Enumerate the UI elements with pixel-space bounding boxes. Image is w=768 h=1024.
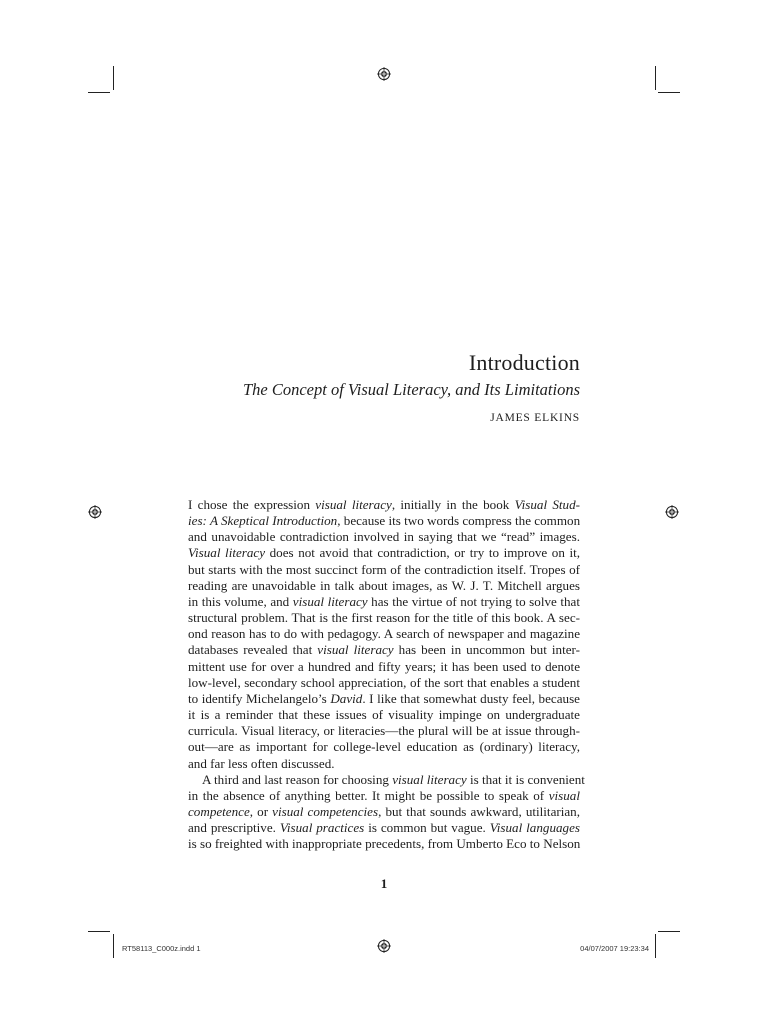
italic-term: Visual literacy [188,545,266,561]
paragraph [188,497,580,772]
chapter-subtitle: The Concept of Visual Literacy, and Its Limitations [242,380,580,399]
text-run: . I like that somewhat dusty feel, because [362,690,580,706]
text-line [188,820,580,836]
text-line [188,513,580,529]
crop-mark [88,92,110,93]
text-line [188,804,580,820]
text-run: I chose the expression [188,497,316,512]
registration-mark-icon [377,67,391,81]
italic-term: Visual languages [489,820,580,836]
text-line [188,675,580,691]
text-line [188,642,580,658]
text-line [188,594,580,610]
crop-mark [655,66,656,90]
body-text [188,497,585,852]
text-line [188,756,580,772]
text-line [188,788,580,804]
text-run: ond reason has to do with pedagogy. A search of newspaper and magazine [188,626,580,642]
text-run: A third and last reason for choosing [202,771,393,787]
text-run: , because its two words compress the common [337,513,581,529]
text-run: out—are as important for college-level education as (ordinary) literacy, [188,739,580,755]
text-line [188,659,580,675]
text-line [188,626,580,642]
text-run: has been in uncommon but inter- [393,642,581,658]
crop-mark [658,931,680,932]
crop-mark [113,934,114,958]
page-number: 1 [380,876,388,891]
text-run: it is a reminder that these issues of visuality impinge on undergraduate [188,707,580,723]
italic-term: ies: A Skeptical Introduction [188,513,338,529]
italic-term: visual literacy [392,771,467,787]
text-run: and prescriptive. [188,820,280,836]
registration-mark-icon [377,939,391,953]
registration-mark-icon [665,505,679,519]
text-line [188,610,580,626]
crop-mark [658,92,680,93]
text-run: and unavoidable contradiction involved in saying that we “read” images. [188,529,580,545]
italic-term: visual literacy [315,497,392,512]
text-run: , initially in the book [391,497,515,512]
text-run: , but that sounds awkward, utilitarian, [378,803,581,819]
text-line [188,529,580,545]
italic-term: David [330,690,363,706]
italic-term: Visual practices [279,820,365,836]
italic-term: Visual Stud- [514,497,580,512]
italic-term: visual literacy [292,593,368,609]
text-line [188,578,580,594]
text-run: curricula. Visual literacy, or literacies—the plural will be at issue through- [188,723,580,739]
text-run: is that it is convenient [466,771,585,787]
text-line [188,723,580,739]
text-run: is common but vague. [364,820,490,836]
text-line [188,691,580,707]
text-run: databases revealed that [188,642,318,658]
crop-mark [655,934,656,958]
text-run: low-level, secondary school appreciation, of the sort that enables a student [188,674,580,690]
text-run: has the virtue of not trying to solve that [367,593,581,609]
text-line [188,771,585,788]
italic-term: visual competencies [272,803,379,819]
italic-term: visual [548,787,580,803]
italic-term: competence [188,803,250,819]
crop-mark [113,66,114,90]
text-line [188,707,580,723]
text-line [188,497,580,513]
text-run: , or [249,803,273,819]
text-run: in this volume, and [188,593,293,609]
text-run: does not avoid that contradiction, or try to improve on it, [265,545,581,561]
registration-mark-icon [88,505,102,519]
text-run: mittent use for over a hundred and fifty years; it has been used to denote [188,658,580,674]
text-run: structural problem. That is the first reason for the title of this book. A sec- [188,610,580,626]
crop-mark [88,931,110,932]
text-run: reading are unavoidable in talk about images, as W. J. T. Mitchell argues [188,577,580,593]
text-run: and far less often discussed. [188,755,335,771]
text-run: but starts with the most succinct form of the contradiction itself. Tropes of [188,561,580,577]
text-line [188,545,580,561]
slug-datetime: 04/07/2007 19:23:34 [580,944,649,953]
slug-filename: RT58113_C000z.indd 1 [122,944,201,953]
text-run: to identify Michelangelo’s [188,690,331,706]
chapter-author: JAMES ELKINS [490,412,580,424]
text-line [188,739,580,755]
text-run: is so freighted with inappropriate precedents, from Umberto Eco to Nelson [188,836,581,852]
chapter-title: Introduction [468,350,580,375]
text-line [188,562,580,578]
paragraph [188,771,585,853]
text-run: in the absence of anything better. It might be possible to speak of [188,787,549,803]
italic-term: visual literacy [317,642,394,658]
text-line [188,836,580,852]
